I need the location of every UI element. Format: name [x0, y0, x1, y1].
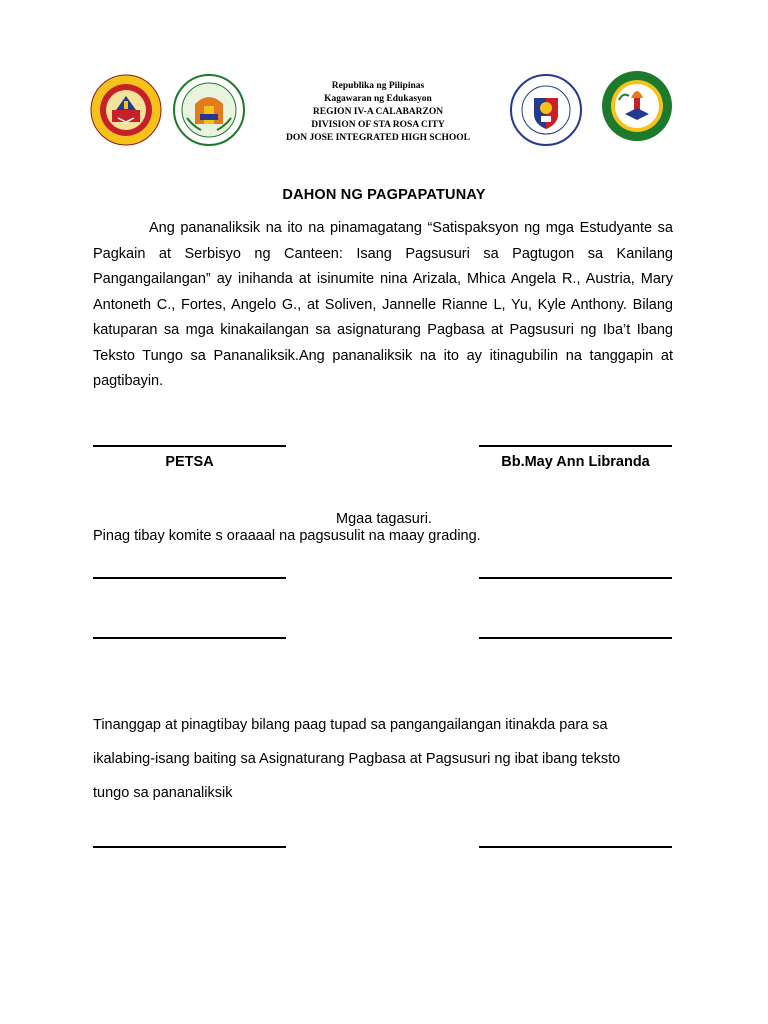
division-sta-rosa-seal-logo: [173, 74, 245, 146]
date-signature-line: [93, 445, 286, 447]
header-republic: Republika ng Pilipinas: [331, 81, 425, 91]
examiners-label: Mgaa tagasuri.: [336, 511, 432, 527]
examiner-signature-line: [479, 637, 672, 639]
deped-region-seal-logo: [90, 74, 162, 146]
acceptance-line-3: tungo sa pananaliksik: [93, 785, 233, 801]
final-signature-line: [93, 846, 286, 848]
deped-national-seal-logo: [510, 74, 582, 146]
don-jose-ihs-logo: [601, 70, 673, 142]
acceptance-line-2: ikalabing-isang baiting sa Asignaturang Pagbasa at Pagsusuri ng ibat ibang teksto: [93, 751, 621, 767]
examiner-signature-line: [479, 577, 672, 579]
committee-text: Pinag tibay komite s oraaaal na pagsusulit na maay grading.: [93, 528, 481, 544]
acceptance-line-1: Tinanggap at pinagtibay bilang paag tupad sa pangangailangan itinakda para sa: [93, 717, 608, 733]
final-signature-line: [479, 846, 672, 848]
header-region: REGION IV-A CALABARZON: [312, 107, 444, 117]
letterhead: [268, 80, 488, 145]
examiner-signature-line: [93, 577, 286, 579]
adviser-name: Bb.May Ann Libranda: [501, 454, 650, 470]
adviser-signature-line: [479, 445, 672, 447]
header-school: DON JOSE INTEGRATED HIGH SCHOOL: [285, 133, 471, 143]
header-department: Kagawaran ng Edukasyon: [324, 94, 432, 104]
document-title: DAHON NG PAGPAPATUNAY: [282, 187, 486, 203]
header-division: DIVISION OF STA ROSA CITY: [311, 120, 445, 130]
examiner-signature-line: [93, 637, 286, 639]
acceptance-statement: [93, 708, 673, 810]
approval-paragraph: Ang pananaliksik na ito na pinamagatang “Satispaksyon ng mga Estudyante sa Pagkain at Serbisyo ng Canteen: Isang Pagsusuri sa Pagtugon sa Kanilang Pangangailangan” ay inihanda at isinumite nina Arizala, Mhica Angela R., Austria, Mary Antoneth C., Fortes, Angelo G., at Soliven, Jannelle Rianne L, Yu, Kyle Anthony. Bilang katuparan sa mga kinakailangan sa asignaturang Pagbasa at Pagsusuri ng Iba’t Ibang Teksto Tungo sa Pananaliksik.Ang pananaliksik na ito ay itinagubilin na tanggapin at pagtibayin.: [93, 220, 673, 389]
date-label: PETSA: [165, 454, 214, 470]
